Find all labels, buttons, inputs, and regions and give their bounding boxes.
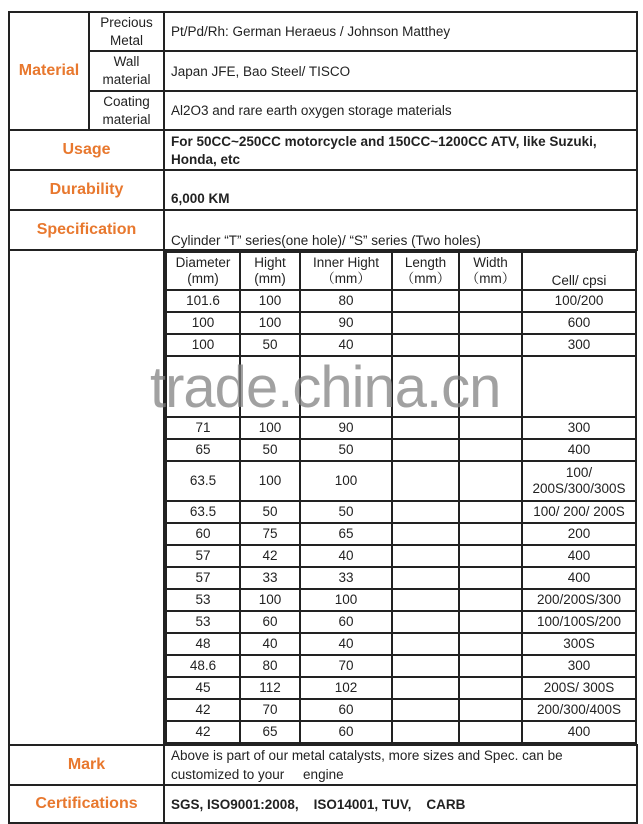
- table-row: [166, 461, 636, 501]
- table-cell: 75: [240, 523, 300, 545]
- table-cell: 100/100S/200: [522, 611, 636, 633]
- precious-metal-value: Pt/Pd/Rh: German Heraeus / Johnson Matthey: [164, 12, 637, 51]
- table-cell: 40: [300, 334, 392, 356]
- precious-metal-label: Precious Metal: [89, 12, 164, 51]
- table-cell: 33: [240, 567, 300, 589]
- table-cell: 90: [300, 312, 392, 334]
- table-cell: 60: [166, 523, 240, 545]
- table-cell: [459, 334, 522, 356]
- watermark: trade.china.cn: [150, 355, 501, 420]
- table-cell: 53: [166, 589, 240, 611]
- table-cell: 42: [166, 699, 240, 721]
- table-row: [166, 501, 636, 523]
- table-cell: 63.5: [166, 501, 240, 523]
- table-cell: 40: [300, 545, 392, 567]
- mark-label: Mark: [9, 745, 164, 785]
- table-cell: [392, 567, 459, 589]
- table-cell: [392, 523, 459, 545]
- table-cell: [392, 334, 459, 356]
- column-header: Diameter (mm): [166, 252, 240, 290]
- spec-sheet-table: [8, 11, 638, 824]
- table-cell: 57: [166, 545, 240, 567]
- table-cell: 100: [240, 461, 300, 501]
- table-cell: 48: [166, 633, 240, 655]
- table-cell: [459, 501, 522, 523]
- table-cell: 100/200: [522, 290, 636, 312]
- table-cell: 400: [522, 439, 636, 461]
- mark-value: Above is part of our metal catalysts, more sizes and Spec. can be customized to your engine: [164, 745, 637, 785]
- table-cell: 100/ 200S/300/300S: [522, 461, 636, 501]
- table-cell: 57: [166, 567, 240, 589]
- table-cell: 112: [240, 677, 300, 699]
- table-cell: [459, 417, 522, 439]
- table-cell: [392, 417, 459, 439]
- table-cell: 42: [240, 545, 300, 567]
- table-cell: 70: [240, 699, 300, 721]
- table-cell: 600: [522, 312, 636, 334]
- specification-value: Cylinder “T” series(one hole)/ “S” series (Two holes): [164, 210, 637, 250]
- table-row: [166, 312, 636, 334]
- table-cell: 300S: [522, 633, 636, 655]
- column-header: Cell/ cpsi: [522, 252, 636, 290]
- table-cell: 90: [300, 417, 392, 439]
- table-cell: [392, 655, 459, 677]
- wall-material-label: Wall material: [89, 51, 164, 91]
- table-cell: 65: [300, 523, 392, 545]
- table-cell: 65: [240, 721, 300, 743]
- table-cell: 100: [240, 312, 300, 334]
- column-header: Length （mm）: [392, 252, 459, 290]
- table-cell: [459, 611, 522, 633]
- table-cell: 60: [300, 611, 392, 633]
- coating-material-label: Coating material: [89, 91, 164, 130]
- table-row: [166, 611, 636, 633]
- table-cell: 200/300/400S: [522, 699, 636, 721]
- table-cell: [392, 501, 459, 523]
- table-cell: 53: [166, 611, 240, 633]
- certifications-value: SGS, ISO9001:2008, ISO14001, TUV, CARB: [164, 785, 637, 823]
- table-cell: 50: [300, 439, 392, 461]
- table-cell: 48.6: [166, 655, 240, 677]
- table-cell: 100/ 200/ 200S: [522, 501, 636, 523]
- table-cell: 300: [522, 655, 636, 677]
- table-cell: 100: [166, 334, 240, 356]
- table-cell: 60: [300, 721, 392, 743]
- table-cell: 50: [300, 501, 392, 523]
- table-cell: 50: [240, 334, 300, 356]
- table-cell: 100: [240, 290, 300, 312]
- wall-material-value: Japan JFE, Bao Steel/ TISCO: [164, 51, 637, 91]
- table-cell: [459, 633, 522, 655]
- table-cell: [459, 721, 522, 743]
- table-cell: [392, 312, 459, 334]
- table-cell: 45: [166, 677, 240, 699]
- certifications-label: Certifications: [9, 785, 164, 823]
- column-header: Inner Hight （mm）: [300, 252, 392, 290]
- table-cell: 400: [522, 721, 636, 743]
- table-cell: 100: [300, 461, 392, 501]
- table-row: [166, 633, 636, 655]
- table-cell: 50: [240, 501, 300, 523]
- usage-value: For 50CC~250CC motorcycle and 150CC~1200CC ATV, like Suzuki, Honda, etc: [164, 130, 637, 170]
- table-cell: [459, 312, 522, 334]
- table-row: [166, 290, 636, 312]
- table-cell: 42: [166, 721, 240, 743]
- table-cell: 200/200S/300: [522, 589, 636, 611]
- table-cell: 400: [522, 567, 636, 589]
- table-cell: [392, 611, 459, 633]
- table-cell: [392, 589, 459, 611]
- table-cell: [459, 567, 522, 589]
- durability-label: Durability: [9, 170, 164, 210]
- column-header: Hight (mm): [240, 252, 300, 290]
- size-table: [165, 251, 637, 744]
- specification-label: Specification: [9, 210, 164, 250]
- table-cell: 50: [240, 439, 300, 461]
- table-row: [166, 252, 636, 290]
- table-cell: 70: [300, 655, 392, 677]
- table-cell: 60: [300, 699, 392, 721]
- table-row: [166, 721, 636, 743]
- column-header: Width （mm）: [459, 252, 522, 290]
- durability-value: 6,000 KM: [164, 170, 637, 210]
- coating-material-value: Al2O3 and rare earth oxygen storage materials: [164, 91, 637, 130]
- table-cell: 71: [166, 417, 240, 439]
- table-cell: [392, 633, 459, 655]
- table-cell: 40: [240, 633, 300, 655]
- table-cell: 40: [300, 633, 392, 655]
- table-cell: 100: [166, 312, 240, 334]
- table-row: [166, 677, 636, 699]
- table-cell: 400: [522, 545, 636, 567]
- table-cell: 80: [240, 655, 300, 677]
- table-cell: [459, 699, 522, 721]
- table-cell: 102: [300, 677, 392, 699]
- table-row: [166, 545, 636, 567]
- table-cell: 60: [240, 611, 300, 633]
- table-row: [166, 589, 636, 611]
- table-row: [166, 439, 636, 461]
- table-cell: [459, 545, 522, 567]
- table-cell: [392, 677, 459, 699]
- table-cell: 101.6: [166, 290, 240, 312]
- table-cell: [459, 523, 522, 545]
- usage-label: Usage: [9, 130, 164, 170]
- table-row: [166, 334, 636, 356]
- table-cell: [459, 655, 522, 677]
- table-cell: 100: [240, 417, 300, 439]
- table-cell: 200S/ 300S: [522, 677, 636, 699]
- table-cell: [459, 290, 522, 312]
- table-cell: [392, 461, 459, 501]
- table-cell: [459, 677, 522, 699]
- table-cell: [392, 545, 459, 567]
- table-cell: [459, 589, 522, 611]
- table-cell: 300: [522, 334, 636, 356]
- table-row: [166, 567, 636, 589]
- table-cell: [392, 439, 459, 461]
- table-cell: [392, 699, 459, 721]
- table-cell: 65: [166, 439, 240, 461]
- table-cell: 200: [522, 523, 636, 545]
- table-cell: 80: [300, 290, 392, 312]
- table-row: [166, 655, 636, 677]
- table-cell: 33: [300, 567, 392, 589]
- table-cell: [459, 439, 522, 461]
- table-cell: 63.5: [166, 461, 240, 501]
- material-label: Material: [9, 12, 89, 130]
- table-cell: 300: [522, 417, 636, 439]
- obscured-rows: [166, 356, 636, 417]
- table-cell: [392, 721, 459, 743]
- table-row: [166, 523, 636, 545]
- table-cell: 100: [300, 589, 392, 611]
- table-row: [166, 417, 636, 439]
- table-cell: [392, 290, 459, 312]
- table-cell: 100: [240, 589, 300, 611]
- table-cell: [459, 461, 522, 501]
- spec-blank-cell: [9, 250, 164, 745]
- table-row: [166, 699, 636, 721]
